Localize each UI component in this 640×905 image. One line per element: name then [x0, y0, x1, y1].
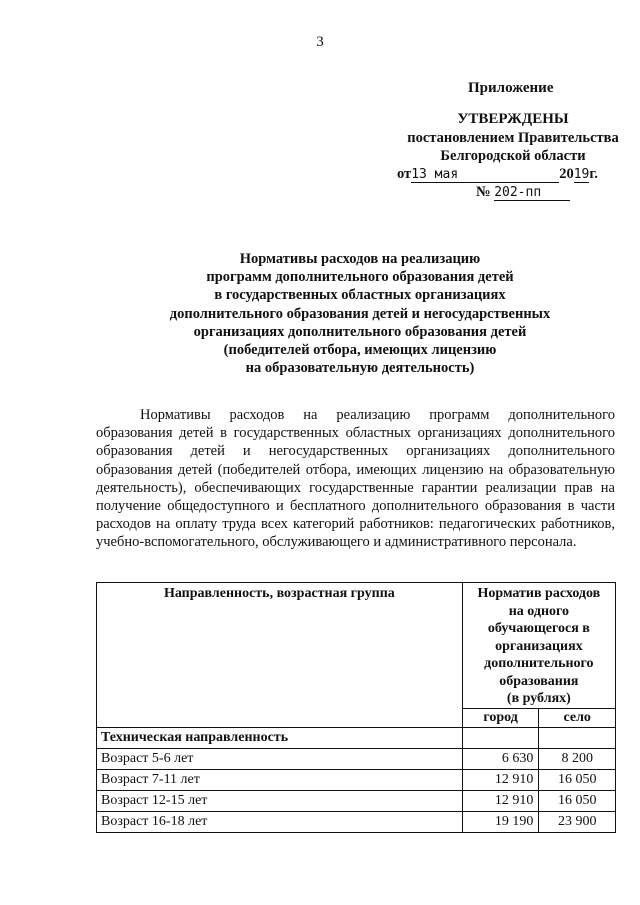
body-paragraph	[96, 406, 615, 552]
date-handwritten: 13 мая	[411, 167, 559, 183]
title-line-6: (победителей отбора, имеющих лицензию	[223, 342, 497, 359]
title-line-4: дополнительного образования детей и негосударственных	[169, 305, 551, 322]
row-city: 6 630	[462, 748, 539, 769]
approval-line-2: Белгородской области	[440, 148, 586, 164]
row-label: Возраст 16-18 лет	[97, 811, 463, 832]
header-norm-line-2: на одного	[508, 603, 570, 619]
year-suffix: г.	[589, 166, 598, 182]
title-line-3: в государственных областных организациях	[214, 287, 506, 304]
title-line-1: Нормативы расходов на реализацию	[239, 251, 481, 267]
header-norm-line-1: Норматив расходов	[477, 586, 601, 601]
table-row	[97, 748, 616, 769]
appendix-label: Приложение	[468, 80, 554, 96]
approval-number	[476, 184, 570, 201]
table-row	[97, 811, 616, 832]
body-paragraph-text: Нормативы расходов на реализацию программ дополнительного образования детей в государственных областных организациях дополнительного образования детей и негосударственных организациях дополнительного образования детей (победителей отбора, имеющих лицензию на образовательную деятельность), обеспечивающих государственные гарантии реализации прав на получение общедоступного и бесплатного дополнительного образования в части расходов на оплату труда всех категорий работников: педагогических работников, учебно-вспомогательного, обслуживающего и административного персонала.	[96, 407, 615, 551]
row-village: 23 900	[539, 811, 616, 832]
row-city: 12 910	[462, 790, 539, 811]
header-village: село	[539, 708, 616, 727]
header-norm-line-3: обучающегося в	[487, 621, 590, 636]
title-line-5: организациях дополнительного образования детей	[193, 323, 527, 340]
approval-line-1: постановлением Правительства	[407, 130, 619, 146]
header-norm	[462, 583, 615, 709]
date-prefix: от	[397, 166, 412, 182]
title-line-7: на образовательную деятельность)	[245, 360, 475, 377]
row-label: Возраст 7-11 лет	[97, 769, 463, 790]
table-row	[97, 790, 616, 811]
number-prefix: №	[476, 184, 491, 200]
row-city: 19 190	[462, 811, 539, 832]
header-norm-line-7: (в рублях)	[506, 691, 571, 706]
header-norm-line-5: дополнительного	[484, 656, 594, 671]
approval-date	[397, 166, 598, 183]
year-handwritten: 19	[573, 167, 590, 182]
row-label: Возраст 5-6 лет	[97, 748, 463, 769]
row-city: 12 910	[462, 769, 539, 790]
section-empty-city	[462, 727, 539, 748]
approval-heading: УТВЕРЖДЕНЫ	[457, 111, 569, 127]
header-direction: Направленность, возрастная группа	[97, 583, 463, 728]
table-row	[97, 769, 616, 790]
number-handwritten: 202-пп	[494, 185, 570, 201]
page-number: 3	[316, 34, 324, 50]
header-norm-line-6: образования	[499, 673, 579, 689]
title-line-2: программ дополнительного образования детей	[206, 269, 514, 286]
document-title	[100, 250, 620, 377]
section-empty-village	[539, 727, 616, 748]
header-city: город	[462, 708, 539, 727]
row-label: Возраст 12-15 лет	[97, 790, 463, 811]
row-village: 8 200	[539, 748, 616, 769]
norms-table	[96, 582, 616, 833]
section-technical: Техническая направленность	[97, 727, 463, 748]
year-prefix: 20	[559, 166, 574, 182]
row-village: 16 050	[539, 790, 616, 811]
header-norm-line-4: организациях	[495, 638, 583, 654]
row-village: 16 050	[539, 769, 616, 790]
